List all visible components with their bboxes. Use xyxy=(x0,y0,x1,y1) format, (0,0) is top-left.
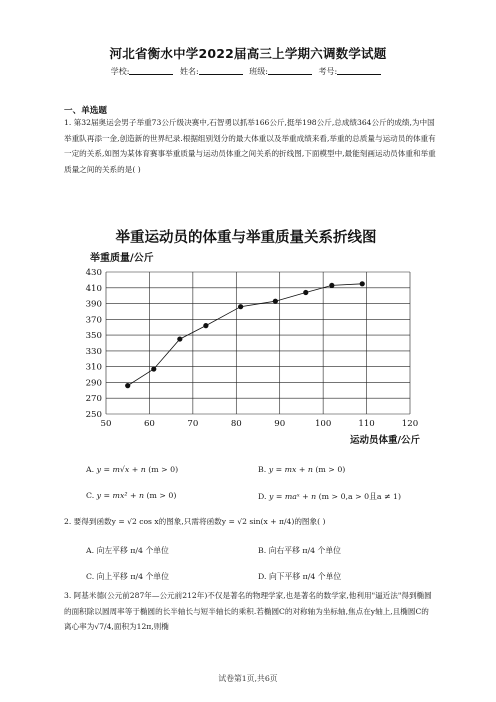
y-tick-label: 370 xyxy=(85,315,102,326)
x-tick-label: 70 xyxy=(187,419,199,429)
data-point xyxy=(151,366,156,371)
q2-option-b[interactable] xyxy=(258,545,341,556)
q2-option-b-text: 向右平移 π/4 个单位 xyxy=(268,546,341,555)
x-axis-label: 运动员体重/公斤 xyxy=(350,435,420,446)
data-point xyxy=(177,336,182,341)
y-tick-label: 270 xyxy=(85,394,102,405)
x-tick-label: 50 xyxy=(100,419,112,429)
x-tick-label: 120 xyxy=(401,419,419,429)
series-line xyxy=(128,284,363,386)
q1-option-b-label: B. xyxy=(258,465,267,474)
x-tick-label: 80 xyxy=(230,419,242,429)
school-blank[interactable] xyxy=(129,66,173,75)
y-tick-label: 290 xyxy=(85,378,102,389)
y-tick-label: 410 xyxy=(85,283,102,294)
exam-number-blank[interactable] xyxy=(337,66,381,75)
line-chart xyxy=(60,246,440,454)
class-label: 班级: xyxy=(249,67,268,76)
q1-option-a-expr: y = m√x + n xyxy=(96,465,146,474)
y-tick-label: 430 xyxy=(85,268,102,278)
exam-number-label: 考号: xyxy=(318,67,338,76)
school-label: 学校: xyxy=(110,67,130,76)
q2-option-c-text: 向上平移 π/4 个单位 xyxy=(96,572,169,581)
q2-option-a-text: 向左平移 π/4 个单位 xyxy=(96,546,169,555)
x-tick-label: 90 xyxy=(274,419,286,429)
x-tick-label: 60 xyxy=(143,419,155,429)
q1-option-a-cond: (m > 0) xyxy=(148,465,179,474)
q2-option-a[interactable] xyxy=(86,545,169,556)
data-point xyxy=(329,283,334,288)
q1-option-d[interactable] xyxy=(258,491,401,502)
data-point xyxy=(238,304,243,309)
q1-option-b-cond: (m > 0) xyxy=(315,465,346,474)
q1-option-c-cond: (m > 0) xyxy=(146,491,177,500)
q2-option-c[interactable] xyxy=(86,571,169,582)
q2-option-b-label: B. xyxy=(258,546,267,555)
q1-option-b-expr: y = mx + n xyxy=(268,465,313,474)
page-footer: 试卷第1页,共6页 xyxy=(218,674,278,683)
question-1-text: 1. 第32届奥运会男子举重73公斤级决赛中,石智勇以抓举166公斤,挺举198公斤,总成绩364公斤的成绩,为中国举重队再添一金,创造新的世界纪录.根据组别划分的最大体重以及举重成绩来看,举重的总质量与运动员的体重有一定的关系,如图为某体育赛事举重质量与运动员体重之间关系的折线图,下面模型中,最能刻画运动员体重和举重质量之间的关系的是( ) xyxy=(64,118,436,174)
x-tick-label: 110 xyxy=(358,419,375,429)
q1-option-a-label: A. xyxy=(86,465,95,474)
exam-title: 河北省衡水中学2022届高三上学期六调数学试题 xyxy=(109,46,387,61)
y-tick-label: 330 xyxy=(85,346,102,357)
data-point xyxy=(125,383,130,388)
name-label: 姓名: xyxy=(180,67,199,76)
data-point xyxy=(203,323,208,328)
y-tick-label: 310 xyxy=(85,362,102,373)
q1-option-b[interactable] xyxy=(258,465,345,474)
q1-option-d-label: D. xyxy=(258,492,267,501)
q2-option-d-label: D. xyxy=(258,572,267,581)
student-info-line xyxy=(0,66,496,77)
y-tick-label: 350 xyxy=(85,331,102,342)
y-axis-label: 举重质量/公斤 xyxy=(90,253,154,264)
name-blank[interactable] xyxy=(199,66,243,75)
q1-option-d-expr: y = maˣ + n xyxy=(268,492,317,501)
section-heading: 一、单选题 xyxy=(64,106,107,116)
q2-option-d[interactable] xyxy=(258,571,341,582)
q2-option-c-label: C. xyxy=(86,572,95,581)
y-tick-label: 250 xyxy=(85,410,102,420)
data-point xyxy=(273,299,278,304)
question-2-text: 2. 要得到函数y = √2 cos x的图象,只需将函数y = √2 sin(x + π/4)的图象( ) xyxy=(64,517,326,526)
q2-option-a-label: A. xyxy=(86,546,95,555)
q1-option-d-cond: (m > 0,a > 0且a ≠ 1) xyxy=(318,492,402,501)
q1-option-c-label: C. xyxy=(86,491,95,500)
q1-option-c-expr: y = mx² + n xyxy=(96,491,144,500)
q2-option-d-text: 向下平移 π/4 个单位 xyxy=(268,572,342,581)
class-blank[interactable] xyxy=(268,66,312,75)
x-tick-label: 100 xyxy=(314,419,332,429)
chart-title: 举重运动员的体重与举重质量关系折线图 xyxy=(115,229,377,246)
y-tick-label: 390 xyxy=(85,299,102,310)
data-point xyxy=(360,281,365,286)
question-3-text: 3. 阿基米德(公元前287年—公元前212年)不仅是著名的物理学家,也是著名的数学家,他利用"逼近法"得到椭圆的面积除以圆周率等于椭圆的长半轴长与短半轴长的乘积.若椭圆C的对称轴为坐标轴,焦点在y轴上,且椭圆C的离心率为√7/4,面积为12π,则椭 xyxy=(64,591,432,631)
data-point xyxy=(303,290,308,295)
q1-option-a[interactable] xyxy=(86,465,178,474)
q1-option-c[interactable] xyxy=(86,491,176,500)
